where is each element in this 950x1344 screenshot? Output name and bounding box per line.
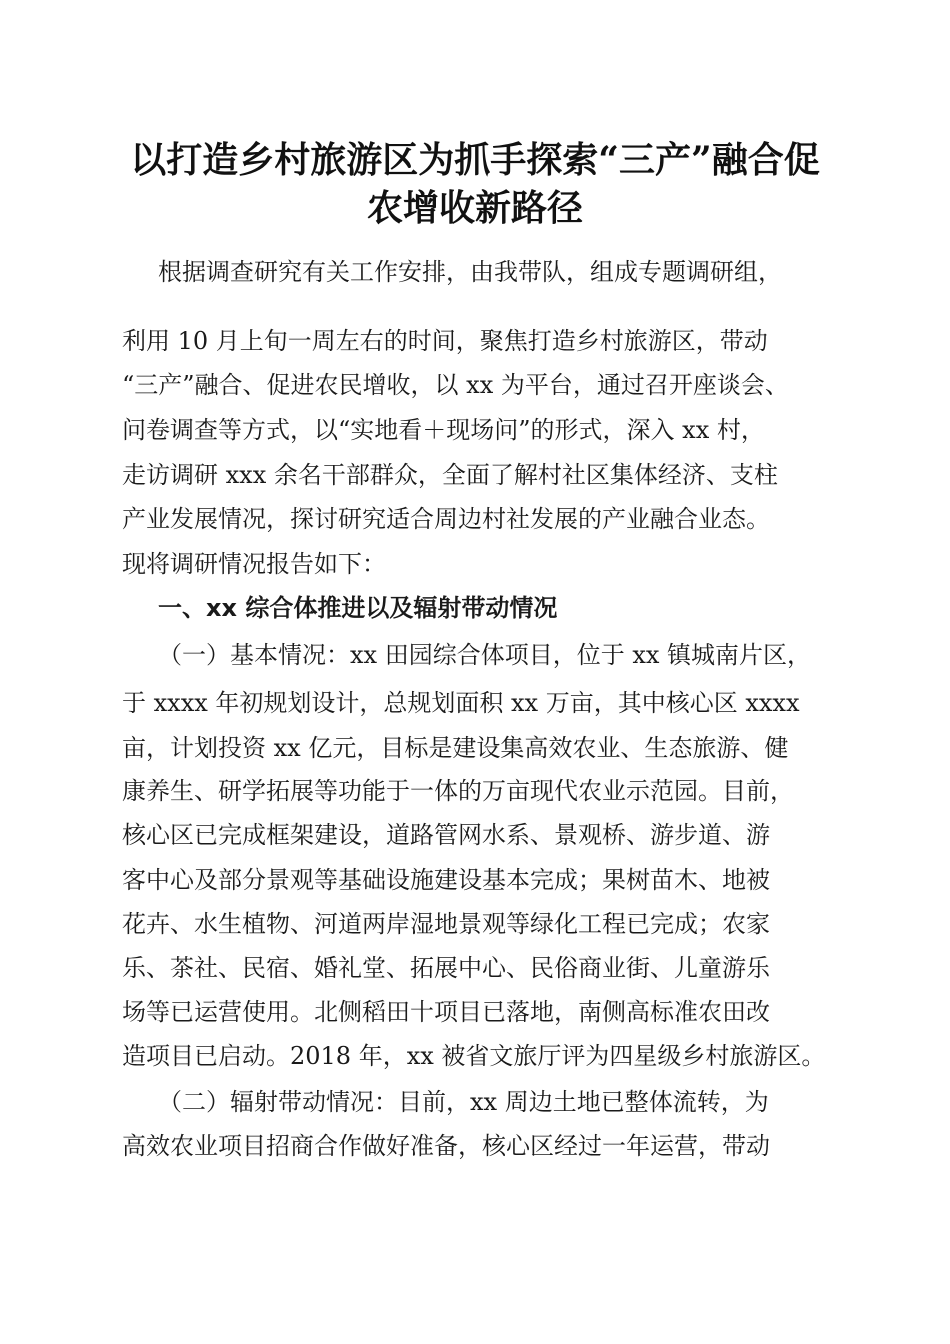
document-title-line-2: 农增收新路径 bbox=[366, 187, 583, 229]
paragraph-line: 于 xxxx 年初规划设计，总规划面积 xx 万亩，其中核心区 xxxx bbox=[122, 689, 800, 717]
paragraph-line: 场等已运营使用。北侧稻田十项目已落地，南侧高标准农田改 bbox=[122, 998, 770, 1026]
document-title-line-1: 以打造乡村旅游区为抓手探索“三产”融合促 bbox=[130, 139, 820, 181]
paragraph-line: 客中心及部分景观等基础设施建设基本完成；果树苗木、地被 bbox=[122, 866, 770, 894]
paragraph-line: （一）基本情况：xx 田园综合体项目，位于 xx 镇城南片区， bbox=[158, 641, 812, 669]
intro-line: 产业发展情况，探讨研究适合周边村社发展的产业融合业态。 bbox=[122, 505, 770, 533]
section-heading: 一、xx 综合体推进以及辐射带动情况 bbox=[158, 594, 558, 622]
paragraph-line: 造项目已启动。2018 年，xx 被省文旅厅评为四星级乡村旅游区。 bbox=[122, 1042, 826, 1070]
intro-line: 根据调查研究有关工作安排，由我带队，组成专题调研组， bbox=[158, 258, 782, 286]
paragraph-line: （二）辐射带动情况：目前，xx 周边土地已整体流转，为 bbox=[158, 1088, 769, 1116]
paragraph-line: 花卉、水生植物、河道两岸湿地景观等绿化工程已完成；农家 bbox=[122, 910, 770, 938]
paragraph-line: 高效农业项目招商合作做好准备，核心区经过一年运营，带动 bbox=[122, 1132, 770, 1160]
paragraph-line: 亩，计划投资 xx 亿元，目标是建设集高效农业、生态旅游、健 bbox=[122, 734, 789, 762]
intro-line: 问卷调查等方式，以“实地看＋现场问”的形式，深入 xx 村， bbox=[122, 416, 765, 444]
intro-line: 利用 10 月上旬一周左右的时间，聚焦打造乡村旅游区，带动 bbox=[122, 327, 768, 355]
intro-line: 走访调研 xxx 余名干部群众，全面了解村社区集体经济、支柱 bbox=[122, 461, 778, 489]
paragraph-line: 核心区已完成框架建设，道路管网水系、景观桥、游步道、游 bbox=[122, 821, 770, 849]
paragraph-line: 乐、茶社、民宿、婚礼堂、拓展中心、民俗商业街、儿童游乐 bbox=[122, 954, 770, 982]
paragraph-line: 康养生、研学拓展等功能于一体的万亩现代农业示范园。目前， bbox=[122, 777, 794, 805]
intro-line: 现将调研情况报告如下： bbox=[122, 550, 386, 578]
intro-line: “三产”融合、促进农民增收，以 xx 为平台，通过召开座谈会、 bbox=[122, 371, 789, 399]
